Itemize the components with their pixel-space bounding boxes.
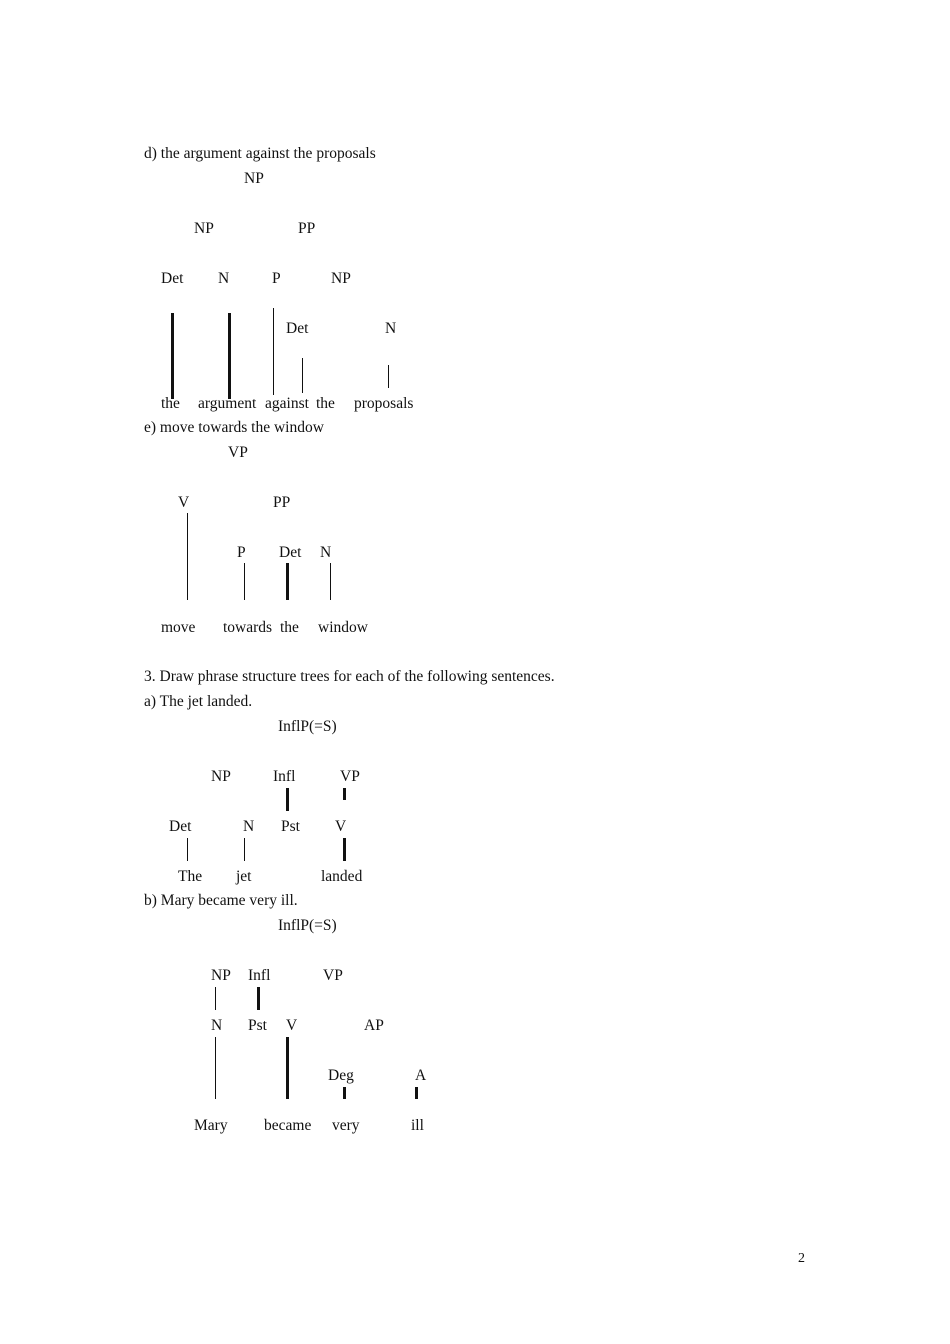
- node-n: N: [243, 818, 255, 835]
- node-det: Det: [169, 818, 192, 835]
- word-the: the: [161, 395, 180, 412]
- node-det: Det: [279, 544, 302, 561]
- node-n: N: [218, 270, 230, 287]
- node-n-inner: N: [385, 320, 397, 337]
- node-vp: VP: [323, 967, 343, 984]
- tree-branch-line: [343, 1087, 346, 1099]
- word-mary: Mary: [194, 1117, 228, 1134]
- node-pst: Pst: [281, 818, 300, 835]
- word-became: became: [264, 1117, 312, 1134]
- node-ap: AP: [364, 1017, 384, 1034]
- node-det: Det: [161, 270, 184, 287]
- node-infl: Infl: [248, 967, 271, 984]
- tree-branch-line: [286, 1037, 289, 1099]
- exercise-3-heading: 3. Draw phrase structure trees for each of the following sentences.: [144, 668, 555, 685]
- tree-branch-line: [343, 788, 346, 800]
- node-pp: PP: [298, 220, 316, 237]
- node-pp: PP: [273, 494, 291, 511]
- tree-branch-line: [187, 838, 188, 861]
- tree-branch-line: [330, 563, 331, 600]
- node-a: A: [415, 1067, 427, 1084]
- tree-branch-line: [244, 838, 245, 861]
- node-infl: Infl: [273, 768, 296, 785]
- node-p: P: [237, 544, 246, 561]
- word-ill: ill: [411, 1117, 424, 1134]
- heading-e: e) move towards the window: [144, 419, 324, 436]
- tree-branch-line: [244, 563, 245, 600]
- node-np-inner: NP: [331, 270, 351, 287]
- tree-branch-line: [215, 987, 216, 1010]
- node-deg: Deg: [328, 1067, 354, 1084]
- tree-branch-line: [388, 365, 389, 388]
- word-proposals: proposals: [354, 395, 414, 412]
- word-the: The: [178, 868, 203, 885]
- tree-branch-line: [228, 313, 231, 399]
- tree-branch-line: [257, 987, 260, 1010]
- tree-branch-line: [273, 308, 274, 395]
- node-n: N: [211, 1017, 223, 1034]
- heading-3b: b) Mary became very ill.: [144, 892, 298, 909]
- node-v: V: [335, 818, 347, 835]
- tree-branch-line: [286, 563, 289, 600]
- heading-3a: a) The jet landed.: [144, 693, 253, 710]
- node-np: NP: [194, 220, 214, 237]
- tree-branch-line: [171, 313, 174, 399]
- word-landed: landed: [321, 868, 363, 885]
- word-very: very: [332, 1117, 360, 1134]
- word-window: window: [318, 619, 368, 636]
- word-move: move: [161, 619, 196, 636]
- node-p: P: [272, 270, 281, 287]
- word-argument: argument: [198, 395, 257, 412]
- tree-branch-line: [215, 1037, 216, 1099]
- node-pst: Pst: [248, 1017, 267, 1034]
- tree-branch-line: [415, 1087, 418, 1099]
- node-np: NP: [211, 967, 231, 984]
- word-against: against: [265, 395, 309, 412]
- tree-branch-line: [302, 358, 303, 393]
- word-jet: jet: [236, 868, 252, 885]
- node-n: N: [320, 544, 332, 561]
- node-det-inner: Det: [286, 320, 309, 337]
- tree-branch-line: [286, 788, 289, 811]
- node-vp: VP: [228, 444, 248, 461]
- word-towards: towards: [223, 619, 273, 636]
- node-v: V: [178, 494, 190, 511]
- node-np-root: NP: [244, 170, 264, 187]
- node-root: InflP(=S): [278, 917, 337, 934]
- page-number: 2: [798, 1251, 805, 1266]
- heading-d: d) the argument against the proposals: [144, 145, 376, 162]
- node-np: NP: [211, 768, 231, 785]
- word-the: the: [280, 619, 299, 636]
- tree-branch-line: [187, 513, 188, 600]
- node-vp: VP: [340, 768, 360, 785]
- node-v: V: [286, 1017, 298, 1034]
- word-the-2: the: [316, 395, 335, 412]
- node-root: InflP(=S): [278, 718, 337, 735]
- tree-branch-line: [343, 838, 346, 861]
